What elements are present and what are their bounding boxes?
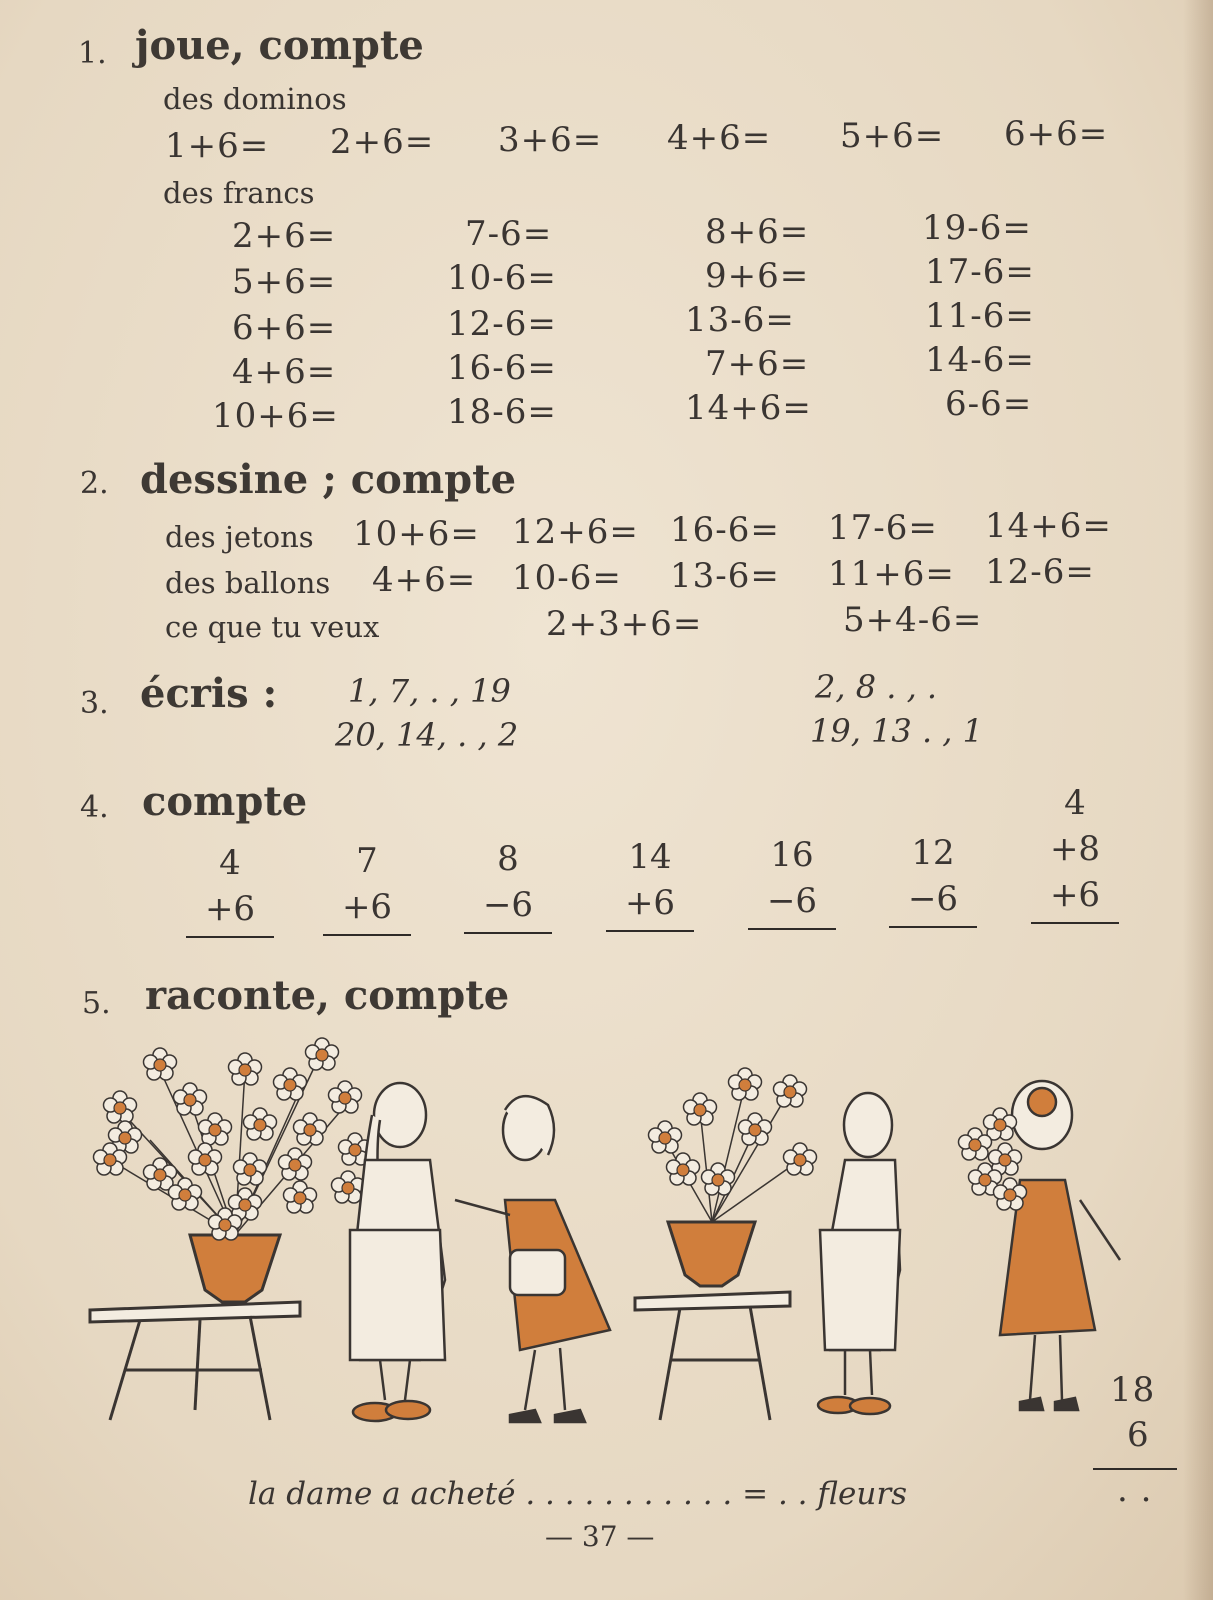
francs-equation: 6-6= <box>945 384 1033 424</box>
caption-end: fleurs <box>817 1476 908 1512</box>
sequence: 1, 7, . , 19 <box>348 672 511 710</box>
ballons-equation: 13-6= <box>670 556 780 596</box>
side-operand: 18 <box>1110 1370 1156 1410</box>
domino-equation: 4+6= <box>667 118 772 158</box>
left-table <box>90 1302 300 1420</box>
row-label-jetons: des jetons <box>165 520 314 554</box>
operand: 8 <box>497 839 519 879</box>
section-title: raconte, compte <box>145 972 510 1019</box>
free-equation: 2+3+6= <box>546 604 703 644</box>
answer-line <box>889 926 977 928</box>
customer-girl <box>455 1096 610 1422</box>
francs-equation: 9+6= <box>705 256 810 296</box>
right-table <box>635 1292 790 1420</box>
francs-equation: 10-6= <box>447 258 557 298</box>
section-number: 3. <box>80 686 109 721</box>
francs-equation: 6+6= <box>232 308 337 348</box>
answer-line <box>323 934 411 936</box>
francs-equation: 11-6= <box>925 296 1035 336</box>
vertical-sum <box>190 840 270 938</box>
section-number: 5. <box>82 986 111 1021</box>
side-result: . . <box>1117 1470 1153 1510</box>
operand: 4 <box>1064 783 1086 823</box>
lady-bouquet-daisies <box>959 1108 1027 1210</box>
caption-dots: . . . . . . . . . . . = <box>525 1476 769 1512</box>
operand: +6 <box>204 889 256 929</box>
page-number: — 37 — <box>545 1520 655 1553</box>
jetons-equation: 14+6= <box>985 506 1112 546</box>
francs-equation: 7+6= <box>705 344 810 384</box>
francs-equation: 2+6= <box>232 216 337 256</box>
left-bouquet-daisies <box>94 1038 372 1240</box>
francs-equation: 5+6= <box>232 262 337 302</box>
left-vase <box>190 1235 280 1302</box>
francs-equation: 13-6= <box>685 300 795 340</box>
francs-equation: 14-6= <box>925 340 1035 380</box>
row-label-free: ce que tu veux <box>165 610 380 644</box>
operand: −6 <box>766 881 818 921</box>
vertical-sum <box>1035 780 1115 924</box>
caption-blank: . . <box>777 1476 808 1512</box>
florist-woman-right <box>818 1093 900 1414</box>
ballons-equation: 4+6= <box>372 560 477 600</box>
sequence: 2, 8 . , . <box>815 668 938 706</box>
answer-line <box>464 932 552 934</box>
jetons-equation: 16-6= <box>670 510 780 550</box>
side-operand: 6 <box>1127 1415 1150 1455</box>
francs-equation: 4+6= <box>232 352 337 392</box>
right-bouquet-daisies <box>649 1068 817 1195</box>
operand: 4 <box>219 843 241 883</box>
vertical-sum <box>752 832 832 930</box>
vertical-sum <box>610 834 690 932</box>
francs-equation: 7-6= <box>465 214 553 254</box>
operand: 16 <box>770 835 814 875</box>
answer-line <box>1031 922 1119 924</box>
francs-equation: 18-6= <box>447 392 557 432</box>
free-equation: 5+4-6= <box>843 600 983 640</box>
jetons-equation: 10+6= <box>353 514 480 554</box>
right-vase <box>668 1222 755 1286</box>
domino-equation: 1+6= <box>165 126 270 166</box>
caption <box>248 1476 907 1512</box>
domino-equation: 2+6= <box>330 122 435 162</box>
flower-shop-illustration <box>0 1030 1213 1480</box>
ballons-equation: 12-6= <box>985 552 1095 592</box>
answer-line <box>748 928 836 930</box>
florist-woman-left <box>350 1083 445 1421</box>
answer-line <box>186 936 274 938</box>
section-title: écris : <box>140 670 278 717</box>
section-title: joue, compte <box>135 22 424 69</box>
francs-equation: 12-6= <box>447 304 557 344</box>
caption-start: la dame a acheté <box>248 1476 516 1512</box>
operand: 7 <box>356 841 378 881</box>
vertical-sum <box>468 836 548 934</box>
row-label-ballons: des ballons <box>165 566 331 600</box>
francs-equation: 17-6= <box>925 252 1035 292</box>
section-number: 4. <box>80 790 109 825</box>
operand: +8 <box>1049 829 1101 869</box>
francs-equation: 19-6= <box>922 208 1032 248</box>
vertical-sum <box>327 838 407 936</box>
subheading-francs: des francs <box>163 176 315 210</box>
section-title: compte <box>142 778 308 825</box>
vertical-sum <box>893 830 973 928</box>
francs-equation: 8+6= <box>705 212 810 252</box>
operand: −6 <box>907 879 959 919</box>
operand: +6 <box>624 883 676 923</box>
ballons-equation: 10-6= <box>512 558 622 598</box>
operand: −6 <box>482 885 534 925</box>
lady-with-flowers <box>1000 1081 1120 1410</box>
operand: +6 <box>341 887 393 927</box>
ballons-equation: 11+6= <box>828 554 955 594</box>
section-title: dessine ; compte <box>140 456 517 503</box>
jetons-equation: 12+6= <box>512 512 639 552</box>
domino-equation: 3+6= <box>498 120 603 160</box>
answer-line <box>606 930 694 932</box>
jetons-equation: 17-6= <box>828 508 938 548</box>
operand: +6 <box>1049 875 1101 915</box>
section-number: 1. <box>78 36 107 71</box>
operand: 12 <box>911 833 955 873</box>
section-number: 2. <box>80 466 109 501</box>
domino-equation: 6+6= <box>1004 114 1109 154</box>
operand: 14 <box>628 837 672 877</box>
sequence: 20, 14, . , 2 <box>335 716 519 754</box>
francs-equation: 10+6= <box>212 396 339 436</box>
francs-equation: 16-6= <box>447 348 557 388</box>
francs-equation: 14+6= <box>685 388 812 428</box>
domino-equation: 5+6= <box>840 116 945 156</box>
subheading-dominos: des dominos <box>163 82 347 116</box>
sequence: 19, 13 . , 1 <box>810 712 983 750</box>
